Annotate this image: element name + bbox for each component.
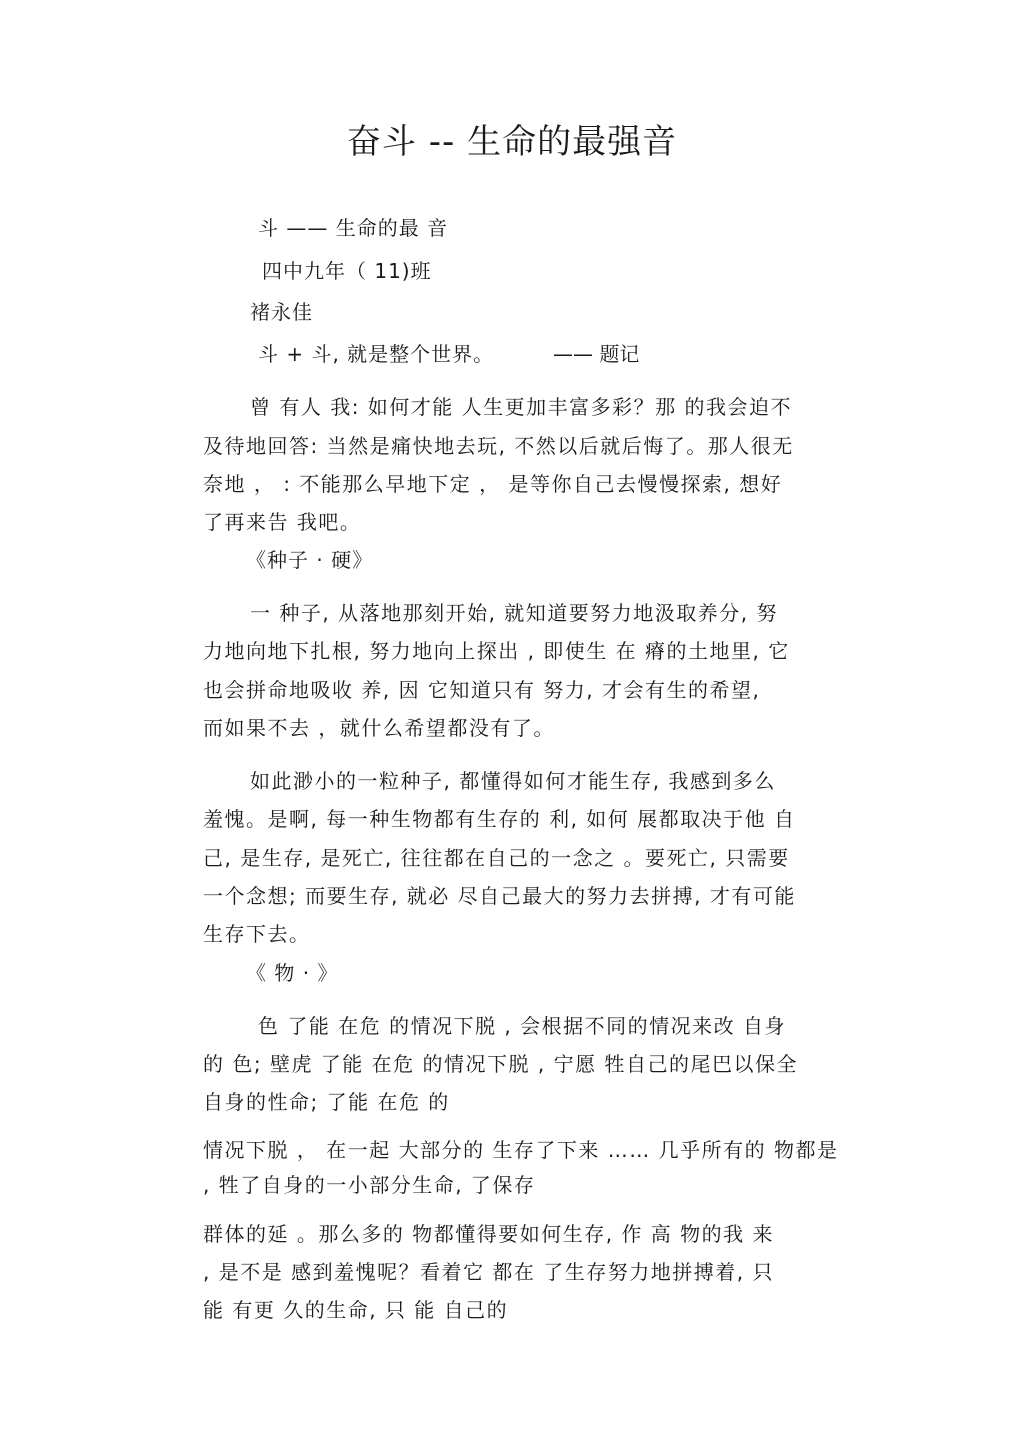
paragraph-5-line-1: 情况下脱 ， 在一起 大部分的 生存了下来 …… 几乎所有的 物都是 (203, 1138, 839, 1162)
subtitle: 斗 —— 生命的最 音 (258, 216, 449, 240)
paragraph-4-line-3: 自身的性命; 了能 在危 的 (203, 1090, 450, 1114)
paragraph-6-line-1: 群体的延 。那么多的 物都懂得要如何生存, 作 高 物的我 来 (203, 1222, 775, 1246)
epigraph-text: 斗 + 斗, 就是整个世界。 (258, 342, 495, 366)
paragraph-4-line-1: 色 了能 在危 的情况下脱 , 会根据不同的情况来改 自身 (258, 1014, 787, 1038)
section-heading-animal: 《 物 · 》 (246, 961, 339, 985)
paragraph-1-line-4: 了再来告 我吧。 (203, 510, 362, 534)
paragraph-1-line-2: 及待地回答: 当然是痛快地去玩, 不然以后就后悔了。那人很无 (203, 434, 794, 458)
section-heading-seed: 《种子 · 硬》 (246, 548, 374, 572)
paragraph-3-line-4: 一个念想; 而要生存, 就必 尽自己最大的努力去拼搏, 才有可能 (203, 884, 796, 908)
epigraph-source: —— 题记 (553, 342, 640, 366)
paragraph-1-line-1: 曾 有人 我: 如何才能 人生更加丰富多彩？那 的我会迫不 (250, 395, 793, 419)
paragraph-2-line-3: 也会拼命地吸收 养, 因 它知道只有 努力, 才会有生的希望, (203, 678, 761, 702)
paragraph-3-line-3: 己, 是生存, 是死亡, 往往都在自己的一念之 。要死亡, 只需要 (203, 846, 790, 870)
paragraph-2-line-4: 而如果不去 ，就什么希望都没有了。 (203, 716, 555, 740)
paragraph-3-line-5: 生存下去。 (203, 922, 311, 946)
paragraph-6-line-3: 能 有更 久的生命, 只 能 自己的 (203, 1298, 509, 1322)
class-info: 四中九年（ 11)班 (262, 259, 432, 283)
paragraph-1-line-3: 奈地 ， : 不能那么早地下定 ， 是等你自己去慢慢探索, 想好 (203, 472, 783, 496)
paragraph-3-line-2: 羞愧。是啊, 每一种生物都有生存的 利, 如何 展都取决于他 自 (203, 807, 796, 831)
paragraph-5-line-2: , 牲了自身的一小部分生命, 了保存 (203, 1173, 536, 1197)
paragraph-2-line-1: 一 种子, 从落地那刻开始, 就知道要努力地汲取养分, 努 (250, 601, 779, 625)
paragraph-2-line-2: 力地向地下扎根, 努力地向上探出 , 即使生 在 瘠的土地里, 它 (203, 639, 790, 663)
paragraph-3-line-1: 如此渺小的一粒种子, 都懂得如何才能生存, 我感到多么 (250, 769, 776, 793)
author: 褚永佳 (250, 300, 313, 324)
paragraph-6-line-2: , 是不是 感到羞愧呢？看着它 都在 了生存努力地拼搏着, 只 (203, 1260, 775, 1284)
page-title: 奋斗 -- 生命的最强音 (346, 122, 678, 162)
paragraph-4-line-2: 的 色; 壁虎 了能 在危 的情况下脱 , 宁愿 牲自己的尾巴以保全 (203, 1052, 798, 1076)
